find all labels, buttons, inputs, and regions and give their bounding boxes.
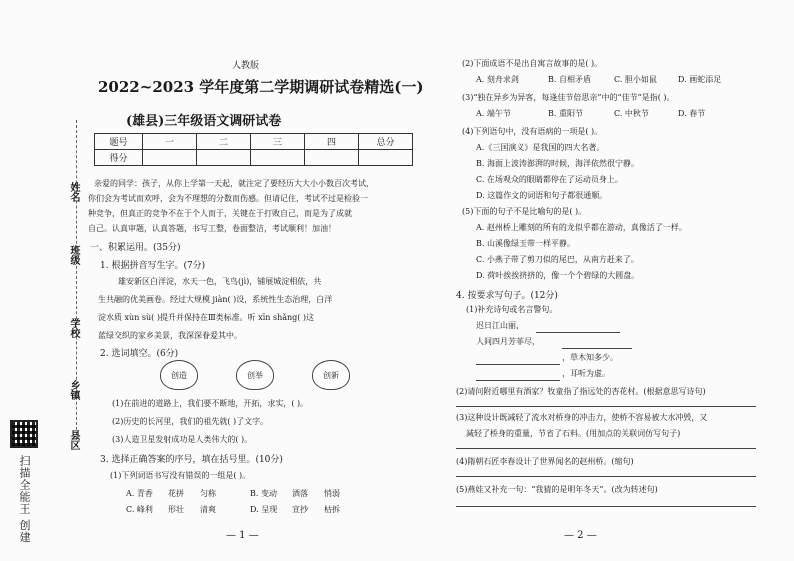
answer-line[interactable] [456, 406, 756, 407]
q3-option-b-word: 悄弱 [324, 489, 340, 498]
q3-option-d[interactable]: D. 呈现 [250, 505, 278, 514]
q3-option-b-word: 酒落 [292, 489, 308, 498]
page-subtitle: (雄县)三年级语文调研试卷 [126, 114, 282, 129]
r-s2: (2)请问附近哪里有酒家？牧童指了指远处的杏花村。(根据意思写诗句) [456, 387, 706, 396]
word-cloud-chuangju: 创举 [236, 360, 274, 390]
r-s5: (5)燕娃又补充一句：“我猜的是明年冬天”。(改为转述句) [456, 485, 658, 494]
r-q4-option-a[interactable]: A.《三国演义》是我国的四大名著。 [476, 143, 605, 152]
r-q5-option-b[interactable]: B. 山溪像绿玉带一样平静。 [476, 239, 575, 248]
qr-code-icon [10, 420, 38, 448]
q3-option-c[interactable]: C. 峰利 [126, 505, 153, 514]
q2-item: (3)人造卫星发射成功是人类伟大的( )。 [112, 435, 253, 444]
r-s3b: 减轻了桥身的重量，节省了石料。(用加点的关联词仿写句子) [466, 429, 681, 438]
q1-heading: 1. 根据拼音写生字。(7分) [100, 261, 206, 271]
poem-task: (1)补充诗句或名言警句。 [466, 305, 558, 314]
intro-line: 你们会为考试而欢呼，会为不理想的分数而伤感。但请记住，考试不过是检验一 [88, 194, 368, 203]
r-q5-option-d[interactable]: D. 荷叶挨挨挤挤的，像一个个碧绿的大圆盘。 [476, 271, 640, 280]
poem-line: 人间四月芳菲尽， [476, 337, 540, 346]
q3-option-a[interactable]: A. 青香 [126, 489, 153, 498]
r-q2-option-d[interactable]: D. 画蛇添足 [678, 75, 722, 84]
r-q5-option-c[interactable]: C. 小燕子带了剪刀似的尾巴，从南方赶来了。 [476, 255, 639, 264]
score-table [94, 133, 413, 166]
scanner-watermark: 扫描全能王 创建 [18, 455, 31, 544]
r-q4-option-d[interactable]: D. 这篇作文的词语和句子都很通顺。 [476, 191, 608, 200]
r-q5-text: (5)下面的句子不是比喻句的是( )。 [462, 207, 587, 216]
r-q2-text: (2)下面成语不是出自寓言故事的是( )。 [462, 59, 603, 68]
page-number-2: — 2 — [564, 530, 597, 541]
r-s4: (4)隋朝石匠李春设计了世界闻名的赵州桥。(缩句) [456, 457, 634, 466]
score-cell[interactable] [197, 150, 251, 166]
q3-heading: 3. 选择正确答案的序号，填在括号里。(10分) [100, 455, 283, 465]
answer-blank[interactable] [562, 348, 632, 349]
answer-blank[interactable] [476, 380, 560, 381]
word-cloud-chuangxin: 创新 [312, 360, 350, 390]
intro-line: 种竞争，但真正的竞争不在于个人而于，关键在于打败自己，而是为了成就 [88, 209, 352, 218]
score-cell[interactable] [143, 150, 197, 166]
q3-option-a-word: 匀称 [200, 489, 216, 498]
r-q3-option-d[interactable]: D. 春节 [678, 109, 706, 118]
answer-blank[interactable] [476, 364, 560, 365]
q3-option-a-word: 花拼 [168, 489, 184, 498]
r-section-4-heading: 4. 按要求写句子。(12分) [456, 291, 558, 301]
intro-line: 自己。认真审题，认真答题，书写工整，卷面整洁，考试顺利！加油！ [88, 224, 336, 233]
q1-line: 蓝绿交织的家乡美景，我深深眷爱其中。 [98, 331, 242, 340]
page-number-1: — 1 — [226, 530, 259, 541]
intro-line: 亲爱的同学：孩子，从你上学第一天起，就注定了要经历大大小小数百次考试， [94, 179, 374, 188]
county-label: 县区 [68, 430, 79, 450]
q1-line: 生共融的优美画卷。经过大规模 jiàn( )设，系统性生态治理，白洋 [98, 295, 333, 304]
answer-line[interactable] [456, 476, 756, 477]
r-q4-text: (4)下列语句中，没有语病的一项是( )。 [462, 127, 603, 136]
page-title: 2022~2023 学年度第二学期调研试卷精选(一) [98, 78, 424, 96]
r-q4-option-c[interactable]: C. 在场观众的眼睛都停在了运动员身上。 [476, 175, 623, 184]
q3-option-c-word: 形壮 [168, 505, 184, 514]
answer-line[interactable] [456, 506, 756, 507]
q3-option-d-word: 宣抄 [292, 505, 308, 514]
section-1-heading: 一、积累运用。(35分) [90, 243, 181, 253]
edition-label: 人教版 [232, 61, 260, 71]
answer-line[interactable] [456, 448, 756, 449]
q3-option-c-word: 清爽 [200, 505, 216, 514]
answer-blank[interactable] [536, 332, 620, 333]
q1-line: 淀水质 xùn sù( )提升并保持在Ⅲ类标准。听 xīn shǎng( )这 [98, 313, 315, 322]
class-label: 班级 [68, 245, 79, 265]
poem-line: 迟日江山丽， [476, 321, 524, 330]
r-q4-option-b[interactable]: B. 海面上波涛澎湃的时候，海洋依然很宁静。 [476, 159, 639, 168]
name-label: 姓名 [68, 182, 79, 202]
q2-item: (1)在前进的道路上，我们要不断地，开拓，求实，( )。 [112, 399, 309, 408]
score-table-row: 得分 [95, 150, 413, 166]
word-cloud-chuangzao: 创造 [160, 360, 198, 390]
town-label: 乡镇 [68, 380, 79, 400]
r-q5-option-a[interactable]: A. 赵州桥上雕刻的所有的龙似乎都在游动，真像活了一样。 [476, 223, 687, 232]
r-q3-option-a[interactable]: A. 端午节 [476, 109, 511, 118]
q1-line: 雄安新区白洋淀，水天一色，飞鸟(jì)，铺展城淀相依，共 [118, 277, 322, 286]
score-cell[interactable] [305, 150, 359, 166]
r-q3-option-b[interactable]: B. 重阳节 [548, 109, 583, 118]
r-q2-option-b[interactable]: B. 自相矛盾 [548, 75, 591, 84]
r-q3-option-c[interactable]: C. 中秋节 [614, 109, 649, 118]
r-q3-text: (3)“独在异乡为异客，每逢佳节倍思亲”中的“佳节”是指( )。 [462, 93, 675, 102]
poem-line: ，草木知多少。 [562, 353, 618, 362]
q3-option-b[interactable]: B. 变动 [250, 489, 277, 498]
r-q2-option-c[interactable]: C. 胆小如鼠 [614, 75, 657, 84]
score-cell[interactable] [359, 150, 413, 166]
score-cell[interactable] [251, 150, 305, 166]
score-table-header: 题号 一 二 三 四 总分 [95, 134, 413, 150]
r-q2-option-a[interactable]: A. 刻舟求剑 [476, 75, 519, 84]
r-s3a: (3)这种设计既减轻了流水对桥身的冲击力，使桥不容易被大水冲毁，又 [456, 413, 708, 422]
q3-option-d-word: 枯拆 [324, 505, 340, 514]
q2-heading: 2. 选词填空。(6分) [100, 349, 179, 359]
school-label: 学校 [68, 318, 79, 338]
q3-sub1: (1)下列词语书写没有错误的一组是( )。 [110, 471, 251, 480]
q2-item: (2)历史的长河里，我们的祖先就( )了文字。 [112, 417, 269, 426]
poem-line: ，耳听为虚。 [562, 369, 610, 378]
